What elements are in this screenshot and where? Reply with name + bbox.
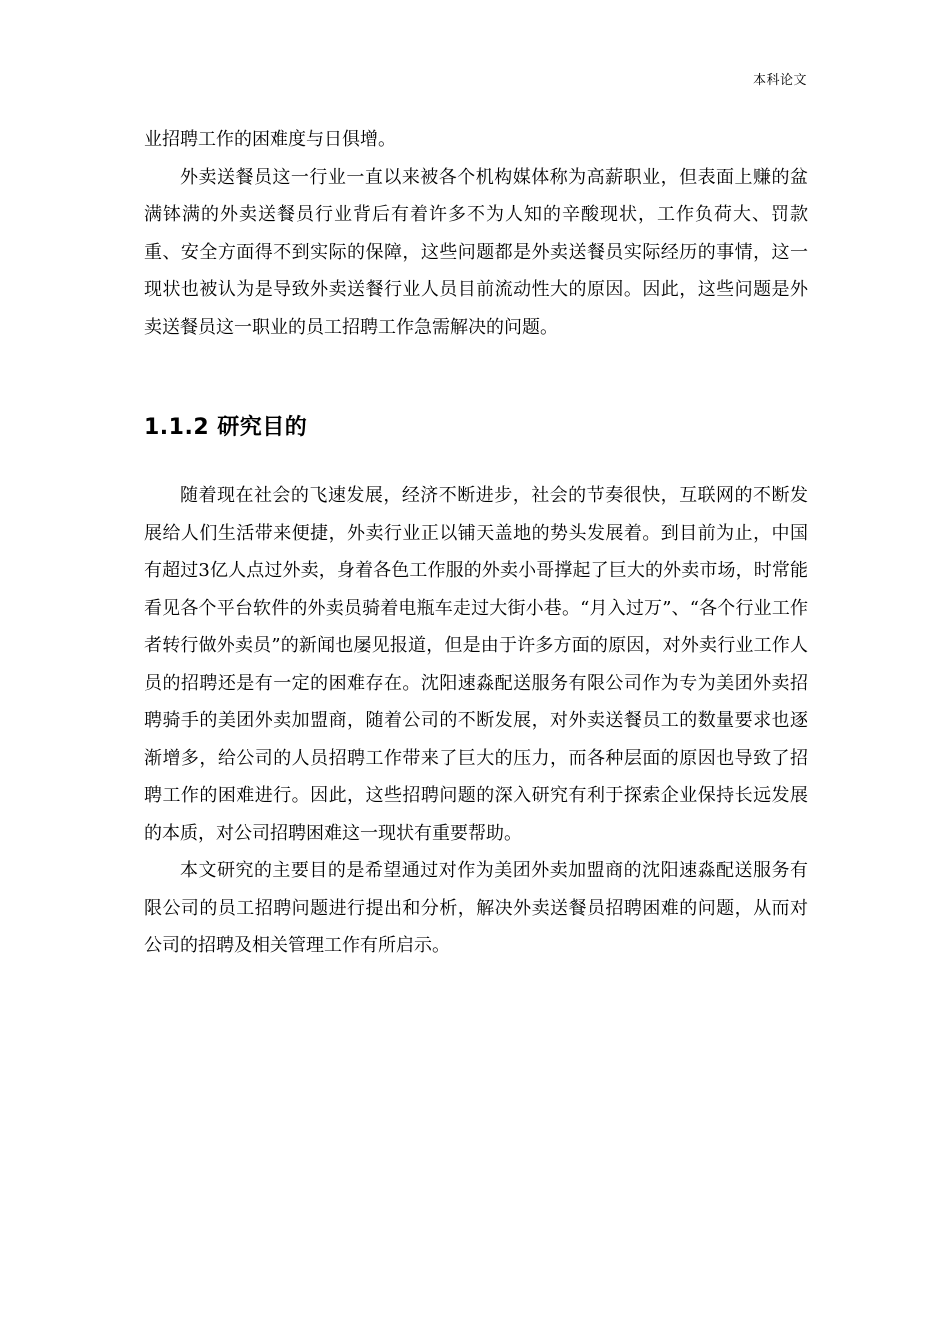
research-purpose-block bbox=[144, 477, 808, 965]
continuation-line: 业招聘工作的困难度与日俱增。 bbox=[144, 129, 396, 150]
paragraph-purpose: 本文研究的主要目的是希望通过对作为美团外卖加盟商的沈阳速淼配送服务有限公司的员工招聘问题进行提出和分析，解决外卖送餐员招聘困难的问题，从而对公司的招聘及相关管理工作有所启示。 bbox=[144, 860, 808, 956]
paragraph-background: 随着现在社会的飞速发展，经济不断进步，社会的节奏很快，互联网的不断发展给人们生活带来便捷，外卖行业正以铺天盖地的势头发展着。到目前为止，中国有超过3亿人点过外卖，身着各色工作服的外卖小哥撑起了巨大的外卖市场，时常能看见各个平台软件的外卖员骑着电瓶车走过大街小巷。“月入过万”、“各个行业工作者转行做外卖员”的新闻也屡见报道，但是由于许多方面的原因，对外卖行业工作人员的招聘还是有一定的困难存在。沈阳速淼配送服务有限公司作为专为美团外卖招聘骑手的美团外卖加盟商，随着公司的不断发展，对外卖送餐员工的数量要求也逐渐增多，给公司的人员招聘工作带来了巨大的压力，而各种层面的原因也导致了招聘工作的困难进行。因此，这些招聘问题的深入研究有利于探索企业保持长远发展的本质，对公司招聘困难这一现状有重要帮助。 bbox=[144, 485, 808, 844]
top-text-block bbox=[144, 121, 808, 346]
paragraph-industry-status: 外卖送餐员这一行业一直以来被各个机构媒体称为高薪职业，但表面上赚的盆满钵满的外卖送餐员行业背后有着许多不为人知的辛酸现状，工作负荷大、罚款重、安全方面得不到实际的保障，这些问题都是外卖送餐员实际经历的事情，这一现状也被认为是导致外卖送餐行业人员目前流动性大的原因。因此，这些问题是外卖送餐员这一职业的员工招聘工作急需解决的问题。 bbox=[144, 166, 808, 338]
section-heading-1-1-2: 1.1.2 研究目的 bbox=[144, 415, 308, 440]
page-header: 本科论文 bbox=[752, 73, 807, 88]
